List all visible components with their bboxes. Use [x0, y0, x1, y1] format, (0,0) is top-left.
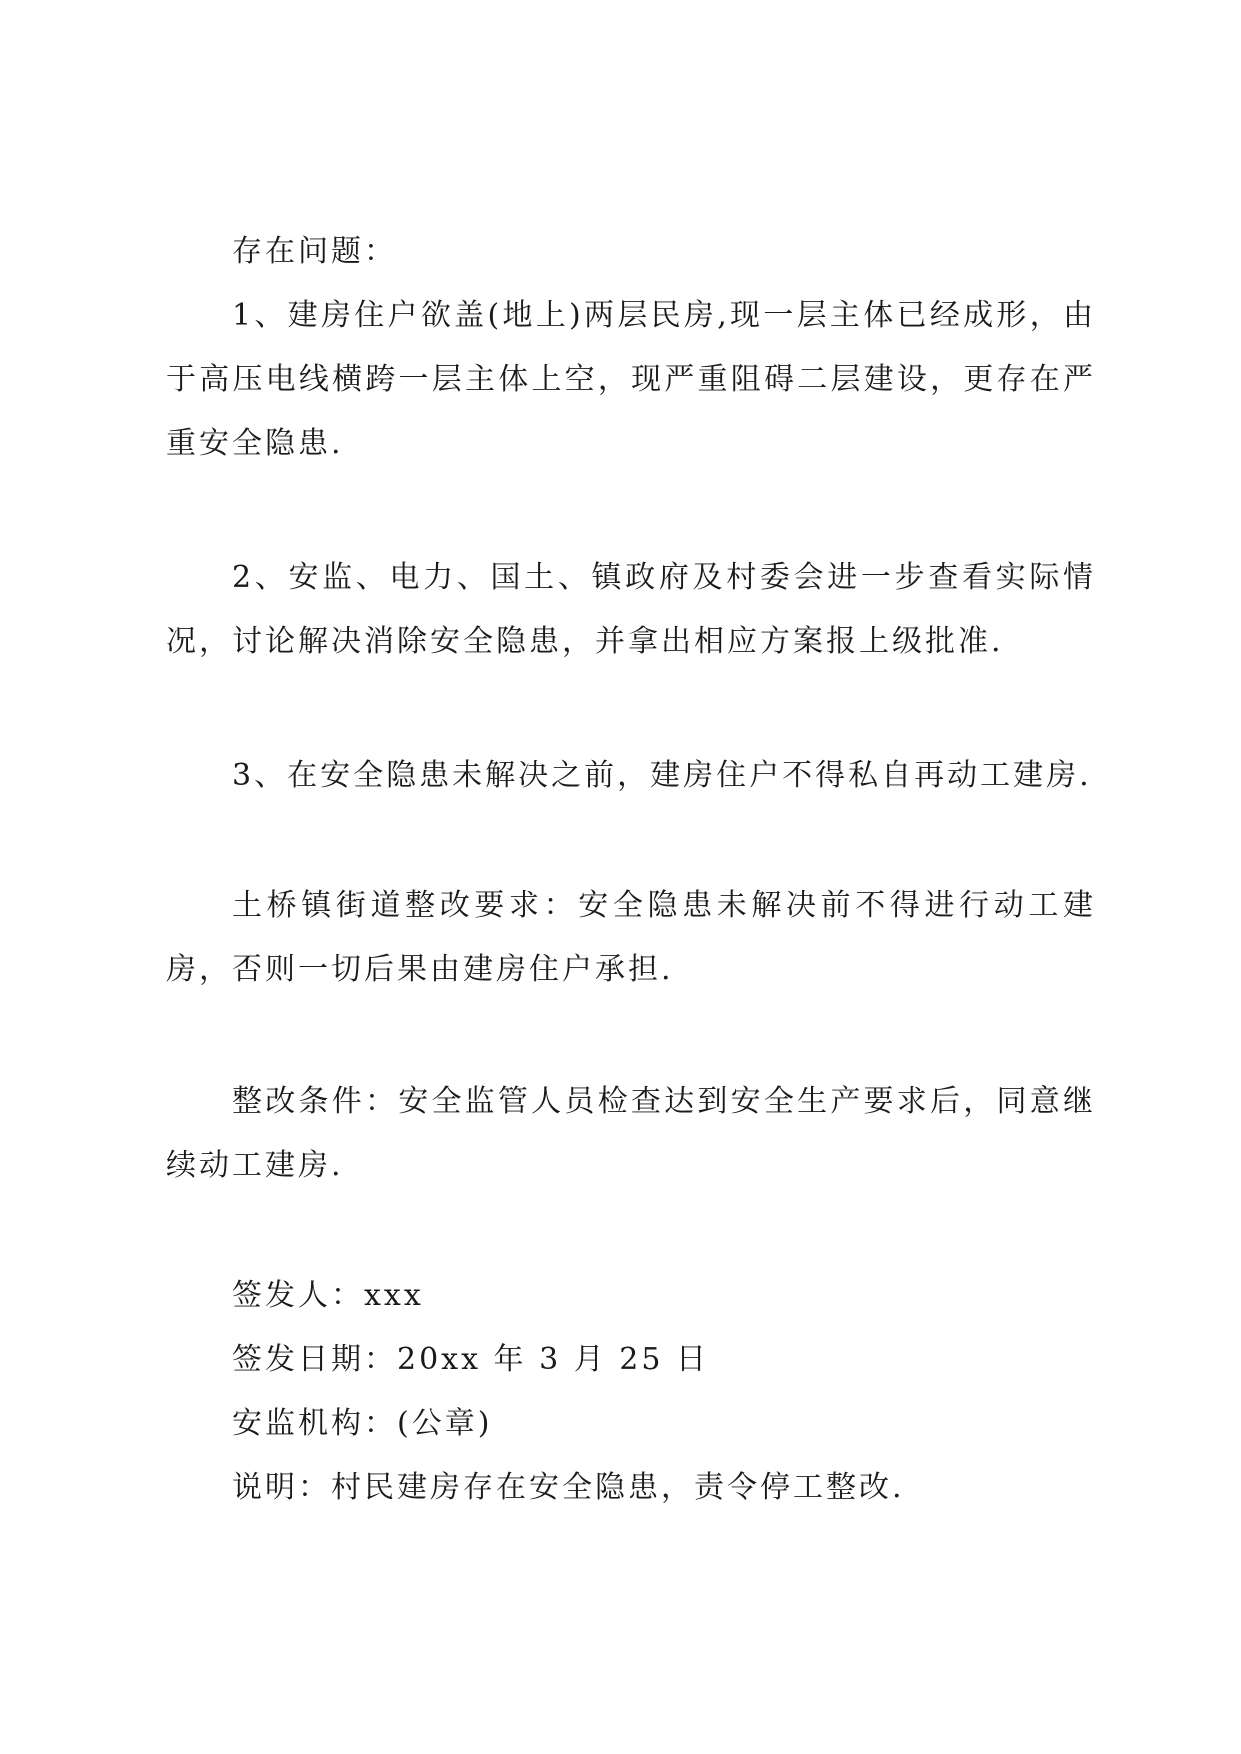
note-line: 说明：村民建房存在安全隐患，责令停工整改.: [232, 1470, 905, 1505]
issue-item-2: 2、安监、电力、国土、镇政府及村委会进一步查看实际情况，讨论解决消除安全隐患，并拿出相应方案报上级批准.: [166, 560, 1096, 659]
signer-line: 签发人：xxx: [232, 1278, 424, 1313]
rectification-condition: 整改条件：安全监管人员检查达到安全生产要求后，同意继续动工建房.: [166, 1084, 1096, 1183]
section-heading: 存在问题：: [232, 234, 397, 269]
issue-item-1: 1、建房住户欲盖(地上)两层民房,现一层主体已经成形，由于高压电线横跨一层主体上空，现严重阻碍二层建设，更存在严重安全隐患.: [166, 298, 1096, 461]
issue-item-3: 3、在安全隐患未解决之前，建房住户不得私自再动工建房.: [232, 758, 1092, 793]
organization-seal-line: 安监机构：(公章): [232, 1406, 493, 1441]
rectification-requirement: 土桥镇街道整改要求：安全隐患未解决前不得进行动工建房，否则一切后果由建房住户承担.: [166, 888, 1096, 987]
issue-date-line: 签发日期：20xx 年 3 月 25 日: [232, 1342, 709, 1377]
